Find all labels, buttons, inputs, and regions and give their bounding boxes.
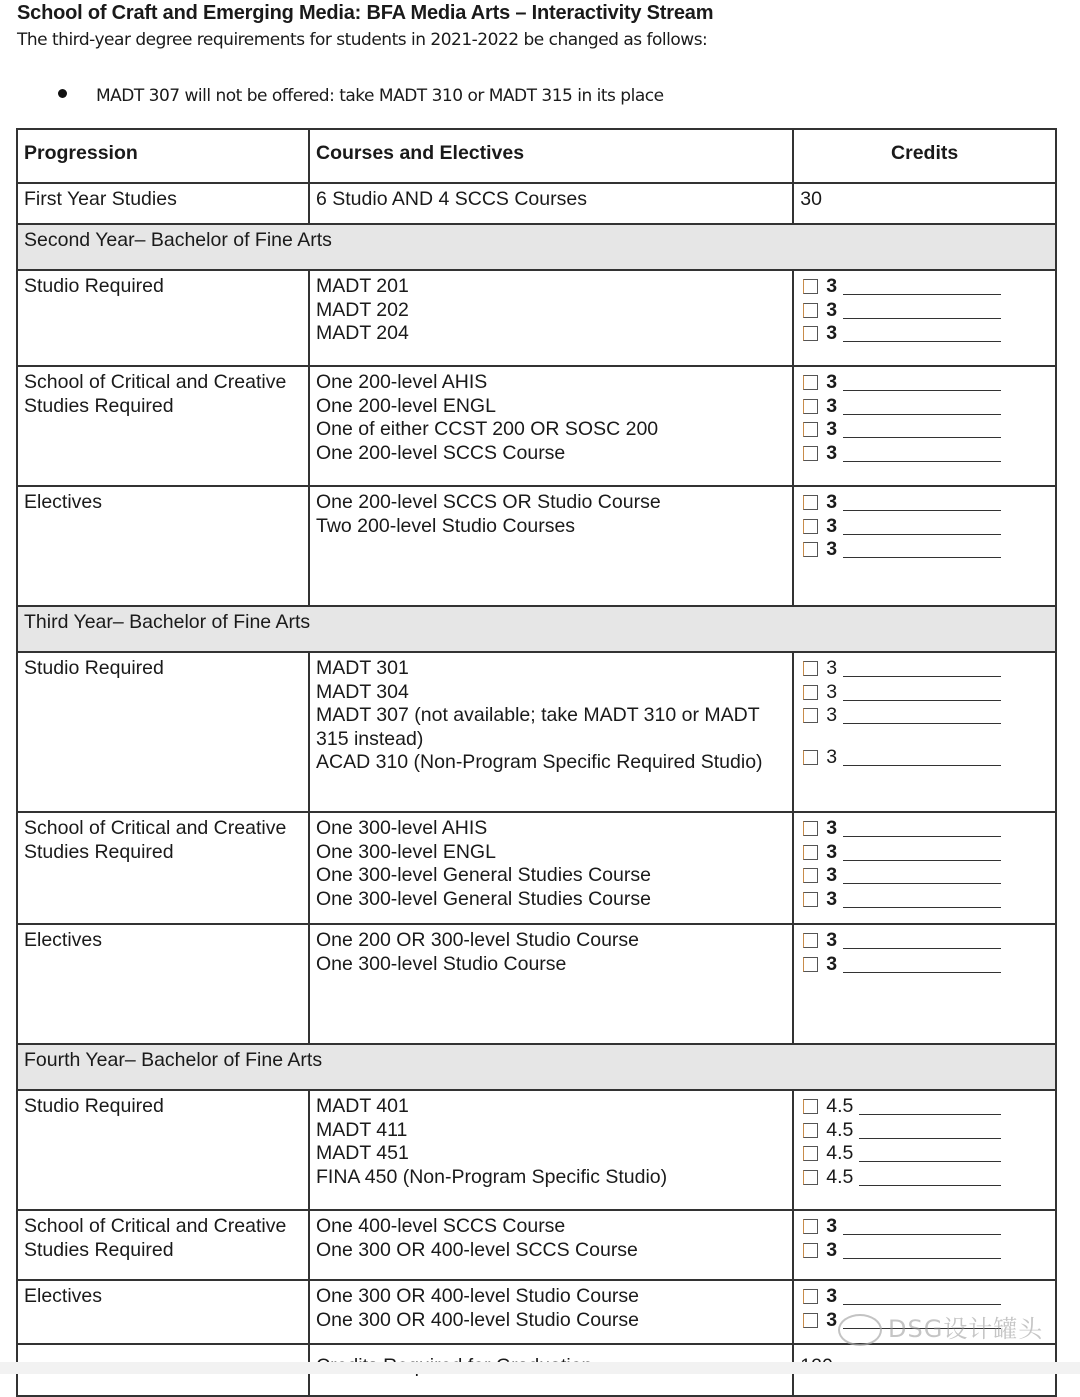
checkbox[interactable] xyxy=(803,661,818,676)
checkbox[interactable] xyxy=(803,708,818,723)
credits-cell xyxy=(793,924,1056,1044)
checkbox[interactable] xyxy=(803,1123,818,1138)
course-item: MADT 401 xyxy=(316,1095,409,1117)
blank-line-field[interactable] xyxy=(843,374,1001,391)
credit-value: 3 xyxy=(826,514,838,537)
checkbox[interactable] xyxy=(803,1289,818,1304)
table-row xyxy=(17,652,1056,812)
blank-line-field[interactable] xyxy=(843,749,1001,766)
credit-entry xyxy=(800,299,1049,323)
course-item: One 300 OR 400-level SCCS Course xyxy=(316,1238,638,1261)
blank-line-field[interactable] xyxy=(859,1098,1001,1115)
checkbox[interactable] xyxy=(803,542,818,557)
blank-line-field[interactable] xyxy=(843,1218,1001,1235)
credit-value: 3 xyxy=(826,538,838,560)
year-label: Fourth Year– Bachelor of Fine Arts xyxy=(17,1044,1056,1090)
blank-line-field[interactable] xyxy=(843,518,1001,535)
credit-value: 3 xyxy=(826,704,838,726)
credit-entry xyxy=(800,681,1049,705)
checkbox[interactable] xyxy=(803,1146,818,1161)
blank-line-field[interactable] xyxy=(843,398,1001,415)
credit-value: 3 xyxy=(826,952,838,975)
table-row xyxy=(17,812,1056,924)
progression-cell: School of Critical and Creative Studies Required xyxy=(17,366,309,486)
blank-line-field[interactable] xyxy=(843,325,1001,342)
checkbox[interactable] xyxy=(803,845,818,860)
course-item: One 200-level SCCS Course xyxy=(316,441,566,464)
credits-cell xyxy=(793,812,1056,924)
year-label: Third Year– Bachelor of Fine Arts xyxy=(17,606,1056,652)
blank-line-field[interactable] xyxy=(843,891,1001,908)
courses-cell xyxy=(309,1210,793,1280)
blank-line-field[interactable] xyxy=(843,445,1001,462)
progression-cell: Electives xyxy=(17,486,309,606)
course-item: MADT 204 xyxy=(316,322,409,344)
checkbox[interactable] xyxy=(803,1099,818,1114)
blank-line-field[interactable] xyxy=(843,421,1001,438)
course-item: MADT 202 xyxy=(316,298,409,321)
courses-cell xyxy=(309,924,793,1044)
table-row xyxy=(17,486,1056,606)
credit-entry xyxy=(800,418,1049,442)
course-item: MADT 201 xyxy=(316,275,409,297)
course-item: MADT 451 xyxy=(316,1142,409,1164)
credit-value: 3 xyxy=(826,491,838,513)
credit-entry xyxy=(800,1166,1049,1190)
checkbox[interactable] xyxy=(803,1219,818,1234)
watermark: DSG设计罐头 xyxy=(838,1309,1043,1346)
checkbox[interactable] xyxy=(803,868,818,883)
checkbox[interactable] xyxy=(803,821,818,836)
credit-entry xyxy=(800,442,1049,466)
table-row xyxy=(17,924,1056,1044)
credit-value: 3 xyxy=(826,371,838,393)
credit-entry xyxy=(800,657,1049,681)
progression-cell: Electives xyxy=(17,924,309,1044)
credit-entry xyxy=(800,1239,1049,1263)
course-item: One of either CCST 200 OR SOSC 200 xyxy=(316,418,659,440)
blank-line-field[interactable] xyxy=(843,1288,1001,1305)
progression-cell: Studio Required xyxy=(17,270,309,366)
year-label: Second Year– Bachelor of Fine Arts xyxy=(17,224,1056,270)
credit-entry xyxy=(800,1285,1049,1309)
courses-cell xyxy=(309,486,793,606)
credit-entry xyxy=(800,538,1049,562)
blank-line-field[interactable] xyxy=(843,1242,1001,1259)
course-item: One 200-level SCCS OR Studio Course xyxy=(316,491,661,513)
credit-value: 3 xyxy=(826,1215,838,1237)
progression-cell: Electives xyxy=(17,1280,309,1344)
credit-entry xyxy=(800,1142,1049,1166)
credit-value: 3 xyxy=(826,275,838,297)
progression-cell: Studio Required xyxy=(17,1090,309,1210)
course-item: ACAD 310 (Non-Program Specific Required Studio) xyxy=(316,751,763,773)
checkbox[interactable] xyxy=(803,892,818,907)
credit-entry xyxy=(800,322,1049,346)
credit-value: 3 xyxy=(826,1238,838,1261)
credits-cell xyxy=(793,486,1056,606)
credit-entry xyxy=(800,275,1049,299)
table-row xyxy=(17,270,1056,366)
progression-cell: School of Critical and Creative Studies Required xyxy=(17,1210,309,1280)
progression-cell: First Year Studies xyxy=(17,183,309,224)
checkbox[interactable] xyxy=(803,279,818,294)
credit-entry xyxy=(800,704,1049,728)
checkbox[interactable] xyxy=(803,495,818,510)
credit-value: 3 xyxy=(826,394,838,417)
credit-entry xyxy=(800,1095,1049,1119)
checkbox[interactable] xyxy=(803,519,818,534)
credit-value: 3 xyxy=(826,929,838,951)
credit-entry xyxy=(800,841,1049,865)
checkbox[interactable] xyxy=(803,1313,818,1328)
credit-value: 4.5 xyxy=(826,1118,854,1141)
credit-value: 4.5 xyxy=(826,1095,854,1117)
requirements-table xyxy=(16,128,1057,1397)
progression-cell: School of Critical and Creative Studies Required xyxy=(17,812,309,924)
checkbox[interactable] xyxy=(803,933,818,948)
credit-entry xyxy=(800,953,1049,977)
credits-cell xyxy=(793,652,1056,812)
checkbox[interactable] xyxy=(803,957,818,972)
blank-line-field[interactable] xyxy=(843,867,1001,884)
courses-cell xyxy=(309,652,793,812)
credit-entry xyxy=(800,491,1049,515)
course-item: One 300-level AHIS xyxy=(316,817,488,839)
course-item: One 300-level Studio Course xyxy=(316,952,567,975)
checkbox[interactable] xyxy=(803,1243,818,1258)
credit-value: 3 xyxy=(826,657,838,679)
credit-value: 3 xyxy=(826,817,838,839)
course-item: One 300 OR 400-level Studio Course xyxy=(316,1308,640,1331)
checkbox[interactable] xyxy=(803,375,818,390)
course-item: FINA 450 (Non-Program Specific Studio) xyxy=(316,1165,668,1188)
credit-entry xyxy=(800,1119,1049,1143)
blank-line-field[interactable] xyxy=(843,707,1001,724)
credit-entry xyxy=(800,371,1049,395)
credit-entry xyxy=(800,817,1049,841)
checkbox[interactable] xyxy=(803,1170,818,1185)
checkbox[interactable] xyxy=(803,326,818,341)
credits-cell xyxy=(793,1090,1056,1210)
checkbox[interactable] xyxy=(803,303,818,318)
course-item: MADT 304 xyxy=(316,680,409,703)
credit-value: 3 xyxy=(826,1308,838,1331)
table-row xyxy=(17,366,1056,486)
credit-entry xyxy=(800,746,1049,770)
courses-cell xyxy=(309,1090,793,1210)
course-item: One 300-level General Studies Course xyxy=(316,864,651,886)
credit-value: 3 xyxy=(826,441,838,464)
credit-value: 3 xyxy=(826,887,838,910)
year-section-header xyxy=(17,606,1056,652)
blank-line-field[interactable] xyxy=(859,1169,1001,1186)
table-row-first-year xyxy=(17,183,1056,224)
header-credits: Credits xyxy=(793,129,1056,183)
checkbox[interactable] xyxy=(803,750,818,765)
credit-value: 4.5 xyxy=(826,1165,854,1188)
credits-cell: 30 xyxy=(793,183,1056,224)
courses-cell: 6 Studio AND 4 SCCS Courses xyxy=(309,183,793,224)
course-item: Two 200-level Studio Courses xyxy=(316,514,576,537)
credit-value: 3 xyxy=(826,864,838,886)
credits-cell xyxy=(793,270,1056,366)
credit-value: 3 xyxy=(826,840,838,863)
course-item: MADT 307 (not available; take MADT 310 or MADT 315 instead) xyxy=(316,704,760,750)
course-item: One 200-level ENGL xyxy=(316,394,496,417)
table-row xyxy=(17,1210,1056,1280)
blank-line-field[interactable] xyxy=(843,278,1001,295)
credit-value: 4.5 xyxy=(826,1142,854,1164)
blank-line-field[interactable] xyxy=(843,932,1001,949)
credit-entry xyxy=(800,1215,1049,1239)
blank-line-field[interactable] xyxy=(843,494,1001,511)
blank-line-field[interactable] xyxy=(843,541,1001,558)
courses-cell xyxy=(309,812,793,924)
wechat-icon xyxy=(838,1314,882,1346)
credits-cell xyxy=(793,366,1056,486)
credit-value: 3 xyxy=(826,418,838,440)
blank-line-field[interactable] xyxy=(859,1122,1001,1139)
course-item: One 300-level General Studies Course xyxy=(316,887,651,910)
credit-entry xyxy=(800,888,1049,912)
credit-value: 3 xyxy=(826,680,838,703)
credit-entry xyxy=(800,395,1049,419)
blank-line-field[interactable] xyxy=(859,1145,1001,1162)
course-item: One 300-level ENGL xyxy=(316,840,496,863)
table-row xyxy=(17,1090,1056,1210)
checkbox[interactable] xyxy=(803,685,818,700)
course-item: MADT 301 xyxy=(316,657,409,679)
credit-value: 3 xyxy=(826,745,838,768)
header-progression: Progression xyxy=(17,129,309,183)
page-bottom-edge xyxy=(0,1362,1080,1374)
checkbox[interactable] xyxy=(803,422,818,437)
course-item: One 200-level AHIS xyxy=(316,371,488,393)
course-item: One 200 OR 300-level Studio Course xyxy=(316,929,640,951)
blank-line-field[interactable] xyxy=(843,956,1001,973)
bullet-item: MADT 307 will not be offered: take MADT 310 or MADT 315 in its place xyxy=(58,86,664,106)
blank-line-field[interactable] xyxy=(843,820,1001,837)
credit-entry xyxy=(800,864,1049,888)
credit-value: 3 xyxy=(826,322,838,344)
document-title: School of Craft and Emerging Media: BFA Media Arts – Interactivity Stream xyxy=(17,2,714,24)
year-section-header xyxy=(17,224,1056,270)
checkbox[interactable] xyxy=(803,399,818,414)
bullet-icon xyxy=(58,89,67,98)
credit-value: 3 xyxy=(826,298,838,321)
table-header-row xyxy=(17,129,1056,183)
credit-value: 3 xyxy=(826,1285,838,1307)
blank-line-field[interactable] xyxy=(843,844,1001,861)
progression-cell: Studio Required xyxy=(17,652,309,812)
courses-cell xyxy=(309,270,793,366)
course-item: One 300 OR 400-level Studio Course xyxy=(316,1285,640,1307)
year-section-header xyxy=(17,1044,1056,1090)
credit-entry xyxy=(800,929,1049,953)
header-courses: Courses and Electives xyxy=(309,129,793,183)
blank-line-field[interactable] xyxy=(843,684,1001,701)
credit-entry xyxy=(800,515,1049,539)
blank-line-field[interactable] xyxy=(843,302,1001,319)
course-item: One 400-level SCCS Course xyxy=(316,1215,566,1237)
courses-cell xyxy=(309,1280,793,1344)
courses-cell xyxy=(309,366,793,486)
blank-line-field[interactable] xyxy=(843,660,1001,677)
course-item: MADT 411 xyxy=(316,1118,408,1141)
credits-cell xyxy=(793,1210,1056,1280)
checkbox[interactable] xyxy=(803,446,818,461)
document-subtitle: The third-year degree requirements for students in 2021-2022 be changed as follows: xyxy=(17,30,708,50)
